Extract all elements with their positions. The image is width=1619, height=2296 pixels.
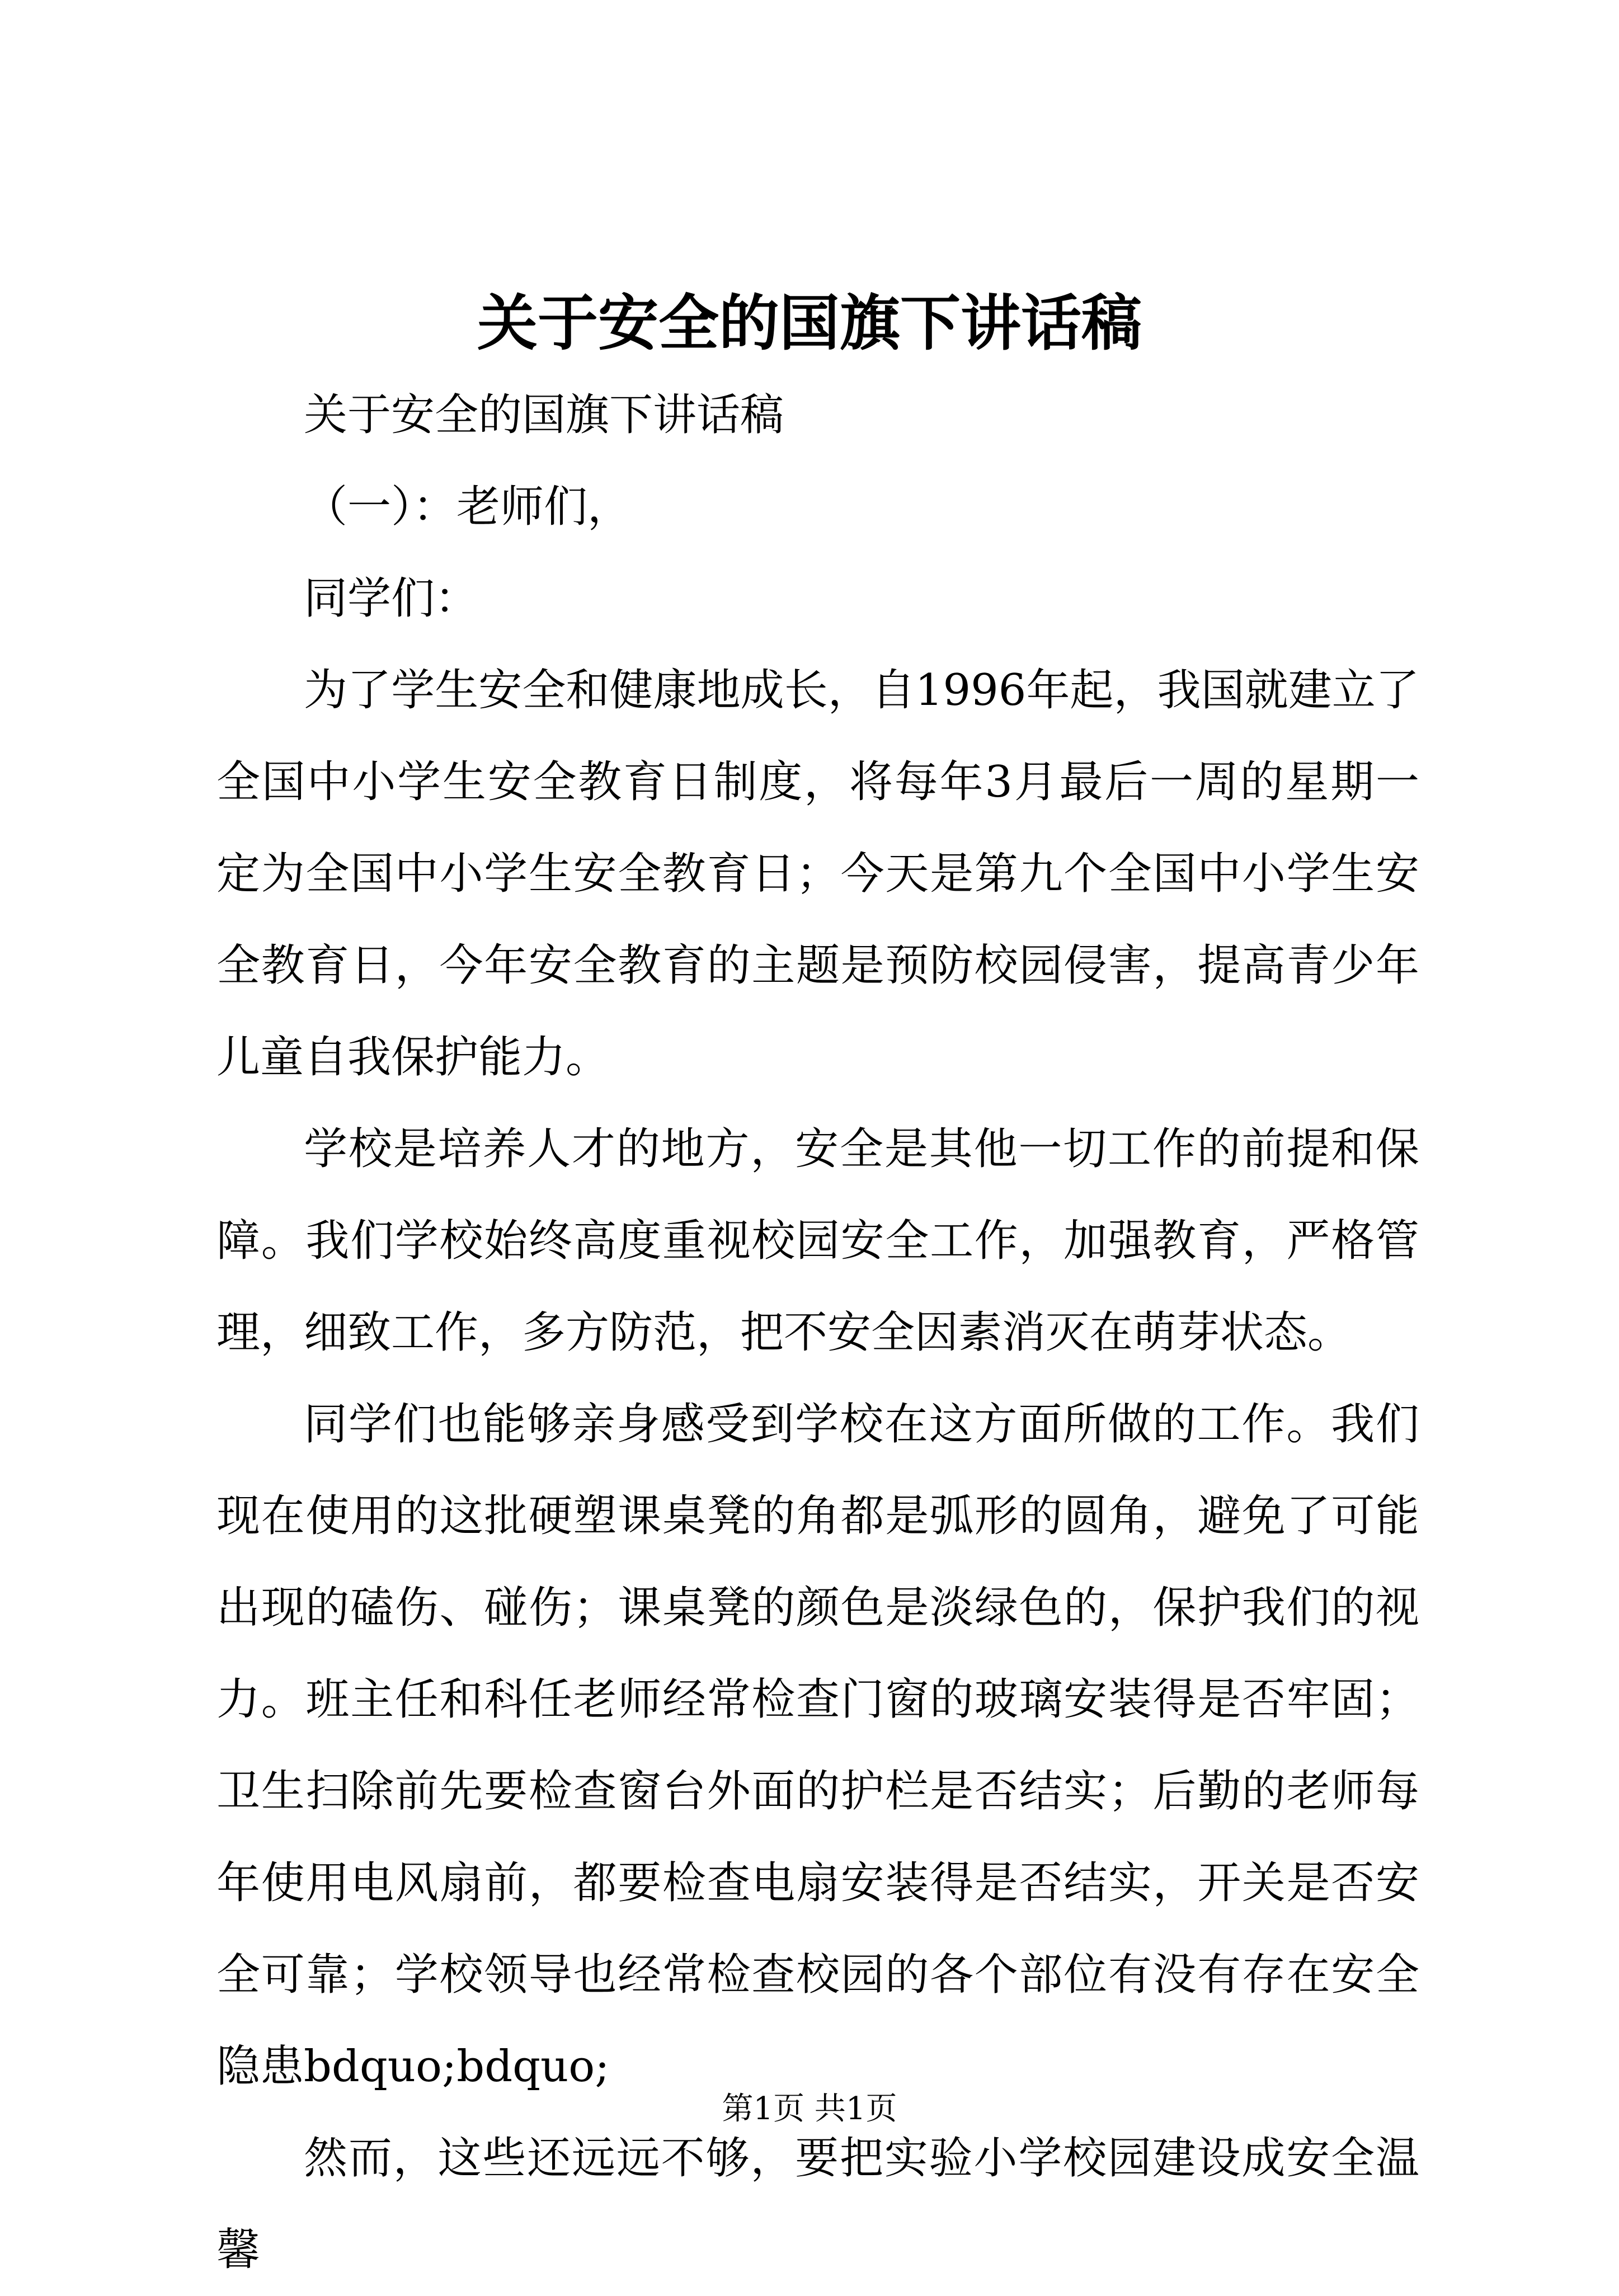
- salutation-paragraph: （一）：老师们，: [304, 482, 632, 532]
- salutation-paragraph-2: 同学们：: [304, 573, 479, 624]
- page-footer: 第1页 共1页: [722, 2091, 897, 2127]
- body-paragraph: 为了学生安全和健康地成长，自1996年起，我国就建立了全国中小学生安全教育日制度，将每年3月最后一周的星期一定为全国中小学生安全教育日；今天是第九个全国中小学生安全教育日，今年安全教育的主题是预防校园侵害，提高青少年儿童自我保护能力。: [217, 665, 1419, 1083]
- body-paragraph: 然而，这些还远远不够，要把实验小学校园建设成安全温馨: [217, 2133, 1419, 2275]
- subtitle-paragraph: 关于安全的国旗下讲话稿: [304, 390, 784, 440]
- body-paragraph: 同学们也能够亲身感受到学校在这方面所做的工作。我们现在使用的这批硬塑课桌凳的角都是弧形的圆角，避免了可能出现的磕伤、碰伤；课桌凳的颜色是淡绿色的，保护我们的视力。班主任和科任老师经常检查门窗的玻璃安装得是否牢固；卫生扫除前先要检查窗台外面的护栏是否结实；后勤的老师每年使用电风扇前，都要检查电扇安装得是否结实，开关是否安全可靠；学校领导也经常检查校园的各个部位有没有存在安全隐患bdquo;bdquo;: [217, 1399, 1419, 2092]
- body-paragraph: 学校是培养人才的地方，安全是其他一切工作的前提和保障。我们学校始终高度重视校园安全工作，加强教育，严格管理，细致工作，多方防范，把不安全因素消灭在萌芽状态。: [217, 1124, 1419, 1358]
- document-body: [217, 369, 1419, 2296]
- document-title: 关于安全的国旗下讲话稿: [477, 288, 1142, 359]
